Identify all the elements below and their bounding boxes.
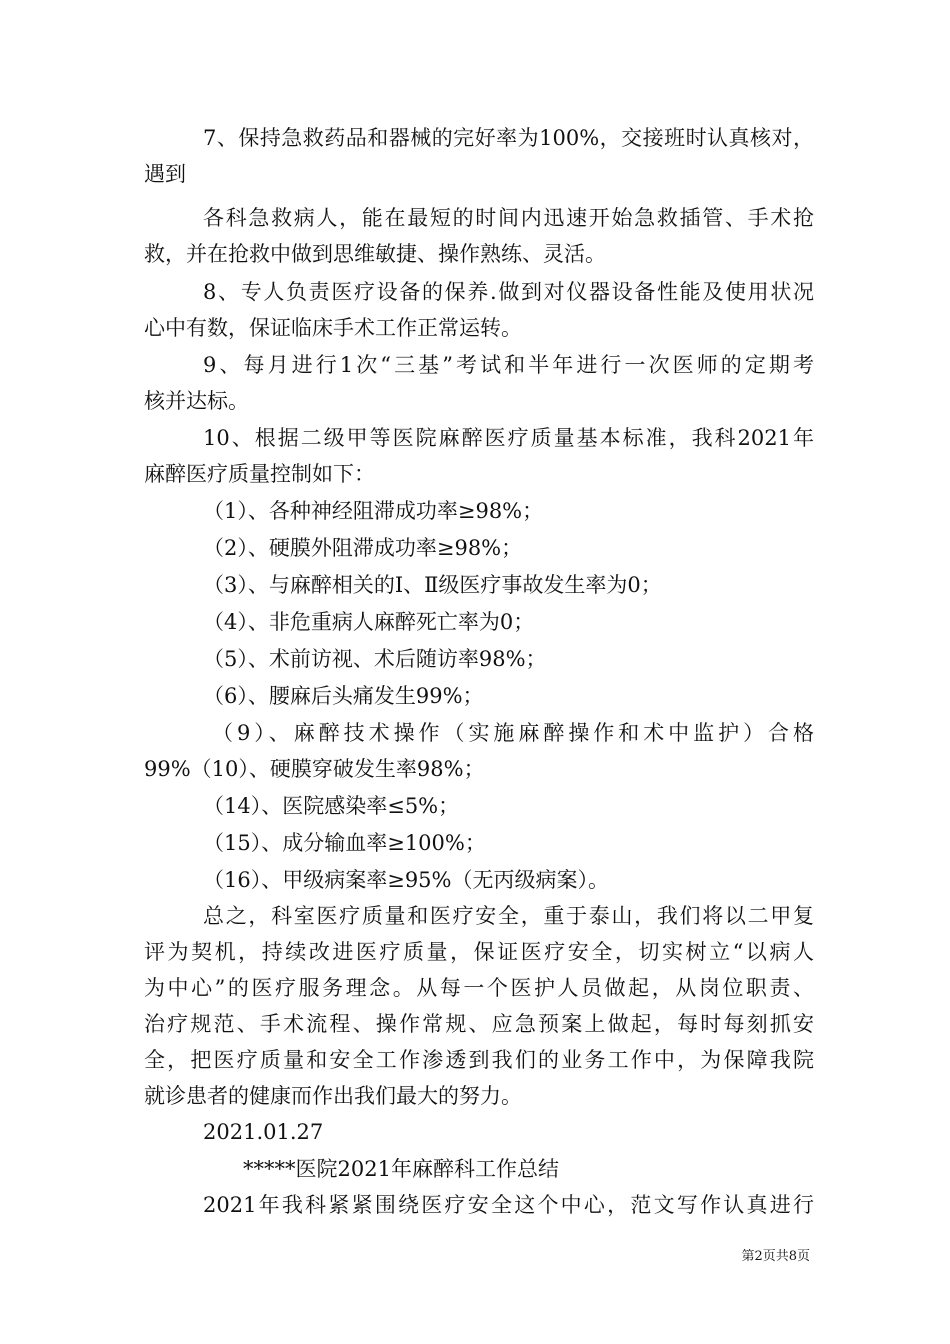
list-item-14: （14）、医院感染率≤5%； <box>203 794 460 818</box>
summary-line-4: 治疗规范、手术流程、操作常规、应急预案上做起，每时每刻抓安 <box>144 1012 814 1036</box>
next-report-first-line: 2021年我科紧紧围绕医疗安全这个中心，范文写作认真进行 <box>203 1193 814 1217</box>
paragraph-9-line-1: 9、每月进行1次“三基”考试和半年进行一次医师的定期考 <box>203 353 814 377</box>
list-item-16: （16）、甲级病案率≥95%（无丙级病案）。 <box>203 868 609 892</box>
paragraph-7-line-2: 遇到 <box>144 162 186 186</box>
document-date: 2021.01.27 <box>203 1120 324 1144</box>
list-item-9-line-1: （9）、麻醉技术操作（实施麻醉操作和术中监护）合格 <box>212 721 814 745</box>
paragraph-rescue-line-2: 救，并在抢救中做到思维敏捷、操作熟练、灵活。 <box>144 242 606 266</box>
summary-line-5: 全，把医疗质量和安全工作渗透到我们的业务工作中，为保障我院 <box>144 1048 814 1072</box>
list-item-3: （3）、与麻醉相关的Ⅰ、Ⅱ级医疗事故发生率为0； <box>203 573 662 597</box>
list-item-15: （15）、成分输血率≥100%； <box>203 831 486 855</box>
summary-line-6: 就诊患者的健康而作出我们最大的努力。 <box>144 1084 522 1108</box>
next-report-title: *****医院2021年麻醉科工作总结 <box>243 1157 559 1181</box>
list-item-4: （4）、非危重病人麻醉死亡率为0； <box>203 610 535 634</box>
list-item-2: （2）、硬膜外阻滞成功率≥98%； <box>203 536 523 560</box>
summary-line-2: 评为契机，持续改进医疗质量，保证医疗安全，切实树立“以病人 <box>144 940 814 964</box>
paragraph-8-line-1: 8、专人负责医疗设备的保养.做到对仪器设备性能及使用状况 <box>203 280 814 304</box>
list-item-6: （6）、腰麻后头痛发生99%； <box>203 684 484 708</box>
paragraph-10-line-2: 麻醉医疗质量控制如下： <box>144 462 375 486</box>
paragraph-10-line-1: 10、根据二级甲等医院麻醉医疗质量基本标准，我科2021年 <box>203 426 814 450</box>
summary-line-3: 为中心”的医疗服务理念。从每一个医护人员做起，从岗位职责、 <box>144 976 814 1000</box>
list-item-9-line-2: 99%（10）、硬膜穿破发生率98%； <box>144 757 485 781</box>
paragraph-9-line-2: 核并达标。 <box>144 389 249 413</box>
summary-line-1: 总之，科室医疗质量和医疗安全，重于泰山，我们将以二甲复 <box>203 904 814 928</box>
page-number: 第2页共8页 <box>741 1249 810 1264</box>
paragraph-7-line-1: 7、保持急救药品和器械的完好率为100%，交接班时认真核对， <box>203 126 814 150</box>
paragraph-rescue-line-1: 各科急救病人，能在最短的时间内迅速开始急救插管、手术抢 <box>203 206 814 230</box>
paragraph-8-line-2: 心中有数，保证临床手术工作正常运转。 <box>144 316 522 340</box>
list-item-1: （1）、各种神经阻滞成功率≥98%； <box>203 499 544 523</box>
list-item-5: （5）、术前访视、术后随访率98%； <box>203 647 547 671</box>
